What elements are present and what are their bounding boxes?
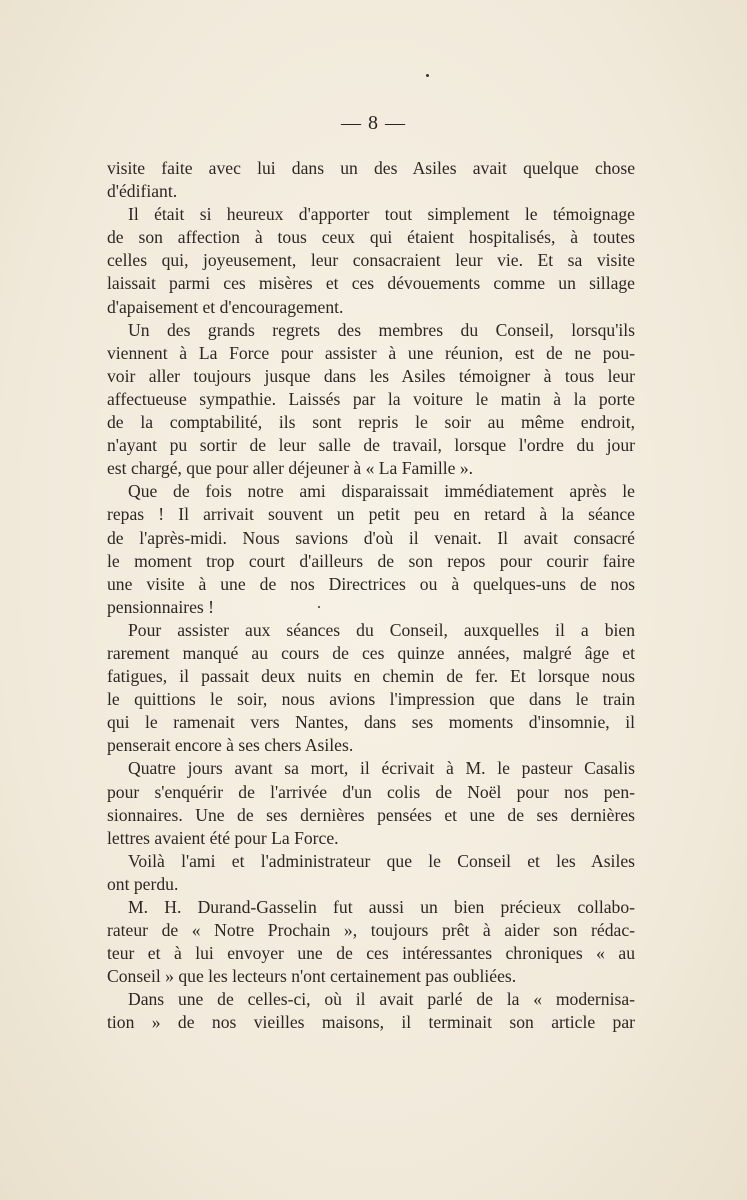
text-line: tion » de nos vieilles maisons, il terminait son article par bbox=[107, 1012, 635, 1033]
text-line: voir aller toujours jusque dans les Asiles témoigner à tous leur bbox=[107, 365, 635, 386]
text-line: de la comptabilité, ils sont repris le soir au même endroit, bbox=[107, 412, 635, 433]
text-line: rateur de « Notre Prochain », toujours prêt à aider son rédac- bbox=[107, 920, 635, 941]
text-line: d'apaisement et d'encouragement. bbox=[107, 296, 344, 317]
paragraph-first-line: Quatre jours avant sa mort, il écrivait à M. le pasteur Casalis bbox=[128, 758, 635, 779]
text-line: de l'après-midi. Nous savions d'où il venait. Il avait consacré bbox=[107, 527, 635, 548]
text-line: pour s'enquérir de l'arrivée d'un colis de Noël pour nos pen- bbox=[107, 781, 635, 802]
text-line: fatigues, il passait deux nuits en chemin de fer. Et lorsque nous bbox=[107, 666, 635, 687]
body-text bbox=[107, 157, 635, 1035]
text-line: le quittions le soir, nous avions l'impression que dans le train bbox=[107, 689, 635, 710]
text-line: viennent à La Force pour assister à une réunion, est de ne pou- bbox=[107, 342, 635, 363]
text-line: penserait encore à ses chers Asiles. bbox=[107, 735, 354, 756]
text-line: lettres avaient été pour La Force. bbox=[107, 827, 339, 848]
text-line: visite faite avec lui dans un des Asiles avait quelque chose bbox=[107, 158, 635, 178]
text-line: qui le ramenait vers Nantes, dans ses moments d'insomnie, il bbox=[107, 712, 635, 733]
ink-speck bbox=[426, 74, 429, 77]
text-line: ont perdu. bbox=[107, 873, 179, 894]
paragraph-first-line: Il était si heureux d'apporter tout simplement le témoignage bbox=[128, 204, 635, 225]
text-line: repas ! Il arrivait souvent un petit peu en retard à la séance bbox=[107, 504, 635, 525]
text-line: d'édifiant. bbox=[107, 181, 178, 202]
paragraph-first-line: Pour assister aux séances du Conseil, auxquelles il a bien bbox=[128, 619, 635, 640]
page-number: — 8 — bbox=[341, 112, 406, 134]
text-line: sionnaires. Une de ses dernières pensées et une de ses dernières bbox=[107, 804, 635, 825]
text-line: rarement manqué au cours de ces quinze années, malgré âge et bbox=[107, 642, 635, 663]
paragraph-first-line: Voilà l'ami et l'administrateur que le Conseil et les Asiles bbox=[128, 850, 635, 871]
text-line: de son affection à tous ceux qui étaient hospitalisés, à toutes bbox=[107, 227, 635, 248]
text-line: une visite à une de nos Directrices ou à quelques-uns de nos bbox=[107, 573, 635, 594]
text-line: teur et à lui envoyer une de ces intéressantes chroniques « au bbox=[107, 943, 635, 964]
paragraph-first-line: Un des grands regrets des membres du Conseil, lorsqu'ils bbox=[128, 319, 635, 340]
paragraph-first-line: Dans une de celles-ci, où il avait parlé de la « modernisa- bbox=[128, 989, 635, 1010]
text-line: le moment trop court d'ailleurs de son repos pour courir faire bbox=[107, 550, 635, 571]
text-line: laissait parmi ces misères et ces dévouements comme un sillage bbox=[107, 273, 635, 294]
text-line: celles qui, joyeusement, leur consacraient leur vie. Et sa visite bbox=[107, 250, 635, 271]
paragraph-first-line: Que de fois notre ami disparaissait immédiatement après le bbox=[128, 481, 635, 502]
text-line: Conseil » que les lecteurs n'ont certainement pas oubliées. bbox=[107, 966, 517, 987]
paragraph-first-line: M. H. Durand-Gasselin fut aussi un bien précieux collabo- bbox=[128, 897, 635, 917]
text-line: pensionnaires ! bbox=[107, 596, 214, 617]
text-line: n'ayant pu sortir de leur salle de travail, lorsque l'ordre du jour bbox=[107, 435, 635, 456]
text-line: est chargé, que pour aller déjeuner à « La Famille ». bbox=[107, 458, 474, 479]
text-line: affectueuse sympathie. Laissés par la voiture le matin à la porte bbox=[107, 388, 635, 409]
